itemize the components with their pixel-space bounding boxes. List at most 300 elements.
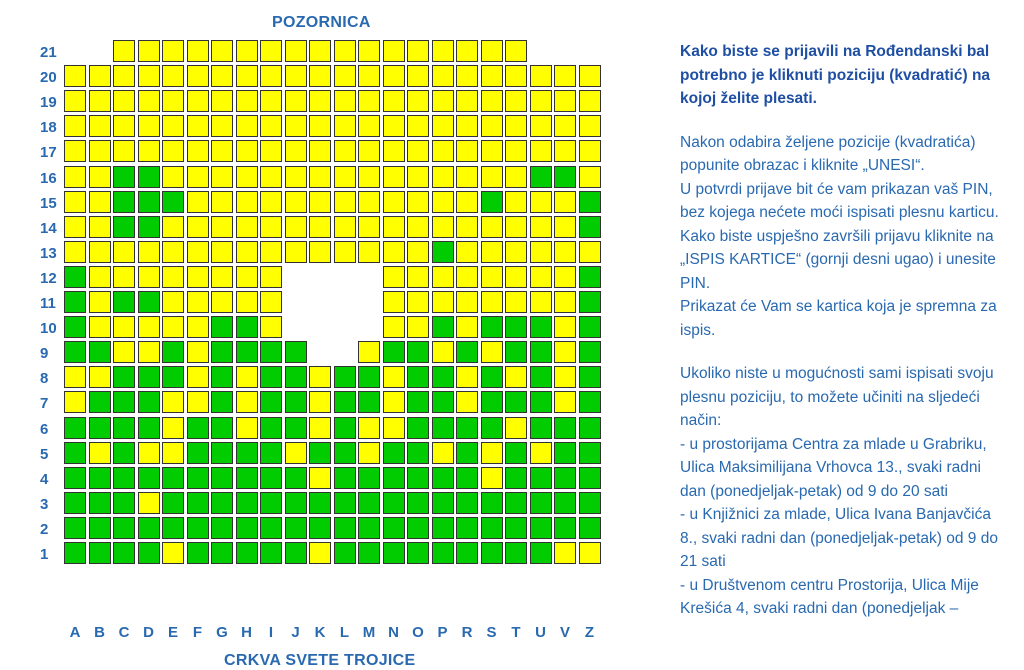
seat-J21-free[interactable] <box>285 40 307 62</box>
seat-M20-free[interactable] <box>358 65 380 87</box>
seat-P2-taken <box>432 517 454 539</box>
seat-N13-free[interactable] <box>383 241 405 263</box>
seat-P20-free[interactable] <box>432 65 454 87</box>
seat-R14-free[interactable] <box>456 216 478 238</box>
seat-S18-free[interactable] <box>481 115 503 137</box>
column-label-E: E <box>167 624 178 641</box>
seat-F11-free[interactable] <box>187 291 209 313</box>
seat-K20-free[interactable] <box>309 65 331 87</box>
seat-M6-free[interactable] <box>358 417 380 439</box>
seat-D10-free[interactable] <box>138 316 160 338</box>
seat-V12-free[interactable] <box>554 266 576 288</box>
seat-E10-free[interactable] <box>162 316 184 338</box>
seat-K1-free[interactable] <box>309 542 331 564</box>
seat-M19-free[interactable] <box>358 90 380 112</box>
seat-V18-free[interactable] <box>554 115 576 137</box>
seat-T8-free[interactable] <box>505 366 527 388</box>
seat-E19-free[interactable] <box>162 90 184 112</box>
seat-V5-taken <box>554 442 576 464</box>
seat-M14-free[interactable] <box>358 216 380 238</box>
seat-P12-free[interactable] <box>432 266 454 288</box>
seat-M3-taken <box>358 492 380 514</box>
seat-C9-free[interactable] <box>113 341 135 363</box>
seat-J6-taken <box>285 417 307 439</box>
seat-R17-free[interactable] <box>456 140 478 162</box>
seat-H16-free[interactable] <box>236 166 258 188</box>
seat-N19-free[interactable] <box>383 90 405 112</box>
seat-E16-free[interactable] <box>162 166 184 188</box>
seat-U13-free[interactable] <box>530 241 552 263</box>
seat-A17-free[interactable] <box>64 140 86 162</box>
seat-R7-free[interactable] <box>456 391 478 413</box>
seat-P14-free[interactable] <box>432 216 454 238</box>
seat-U19-free[interactable] <box>530 90 552 112</box>
seat-O10-free[interactable] <box>407 316 429 338</box>
seat-Z7-taken <box>579 391 601 413</box>
seat-C12-free[interactable] <box>113 266 135 288</box>
seat-F10-free[interactable] <box>187 316 209 338</box>
seat-S20-free[interactable] <box>481 65 503 87</box>
seat-O17-free[interactable] <box>407 140 429 162</box>
seat-F19-free[interactable] <box>187 90 209 112</box>
seat-N12-free[interactable] <box>383 266 405 288</box>
seat-S9-free[interactable] <box>481 341 503 363</box>
seat-B17-free[interactable] <box>89 140 111 162</box>
seat-N10-free[interactable] <box>383 316 405 338</box>
seat-U10-taken <box>530 316 552 338</box>
seat-K18-free[interactable] <box>309 115 331 137</box>
seat-R19-free[interactable] <box>456 90 478 112</box>
instructions-step-print: Kako biste uspješno završili prijavu kliknite na „ISPIS KARTICE“ (gornji desni ugao) i unesite PIN. <box>680 227 996 292</box>
seat-Z1-free[interactable] <box>579 542 601 564</box>
seat-I9-taken <box>260 341 282 363</box>
seat-U12-free[interactable] <box>530 266 552 288</box>
seat-N11-free[interactable] <box>383 291 405 313</box>
seat-P16-free[interactable] <box>432 166 454 188</box>
seat-E21-free[interactable] <box>162 40 184 62</box>
seat-S14-free[interactable] <box>481 216 503 238</box>
seat-H18-free[interactable] <box>236 115 258 137</box>
seat-O15-free[interactable] <box>407 191 429 213</box>
seat-H17-free[interactable] <box>236 140 258 162</box>
seat-J17-free[interactable] <box>285 140 307 162</box>
seat-O16-free[interactable] <box>407 166 429 188</box>
seat-R12-free[interactable] <box>456 266 478 288</box>
seat-A5-taken <box>64 442 86 464</box>
seat-M17-free[interactable] <box>358 140 380 162</box>
seat-L13-free[interactable] <box>334 241 356 263</box>
seat-B8-free[interactable] <box>89 366 111 388</box>
seat-U20-free[interactable] <box>530 65 552 87</box>
row-label-5: 5 <box>40 445 49 463</box>
seat-T12-free[interactable] <box>505 266 527 288</box>
seat-J16-free[interactable] <box>285 166 307 188</box>
seat-G12-free[interactable] <box>211 266 233 288</box>
seat-A8-free[interactable] <box>64 366 86 388</box>
seat-I11-free[interactable] <box>260 291 282 313</box>
seat-V17-free[interactable] <box>554 140 576 162</box>
column-label-H: H <box>241 624 252 641</box>
seat-S11-free[interactable] <box>481 291 503 313</box>
seat-O14-free[interactable] <box>407 216 429 238</box>
seat-E17-free[interactable] <box>162 140 184 162</box>
seat-Z20-free[interactable] <box>579 65 601 87</box>
seat-T5-taken <box>505 442 527 464</box>
seat-P15-free[interactable] <box>432 191 454 213</box>
seat-G18-free[interactable] <box>211 115 233 137</box>
seat-G19-free[interactable] <box>211 90 233 112</box>
seat-T13-free[interactable] <box>505 241 527 263</box>
seat-P19-free[interactable] <box>432 90 454 112</box>
seat-H7-free[interactable] <box>236 391 258 413</box>
seat-I17-free[interactable] <box>260 140 282 162</box>
seat-B1-taken <box>89 542 111 564</box>
seat-O7-taken <box>407 391 429 413</box>
seat-L16-free[interactable] <box>334 166 356 188</box>
seat-F7-free[interactable] <box>187 391 209 413</box>
seat-E5-free[interactable] <box>162 442 184 464</box>
seat-H13-free[interactable] <box>236 241 258 263</box>
seat-O12-free[interactable] <box>407 266 429 288</box>
seat-V15-free[interactable] <box>554 191 576 213</box>
seat-E18-free[interactable] <box>162 115 184 137</box>
seat-O11-free[interactable] <box>407 291 429 313</box>
seat-U14-free[interactable] <box>530 216 552 238</box>
seat-E13-free[interactable] <box>162 241 184 263</box>
seat-A16-free[interactable] <box>64 166 86 188</box>
seat-H5-taken <box>236 442 258 464</box>
seat-E6-free[interactable] <box>162 417 184 439</box>
seat-V19-free[interactable] <box>554 90 576 112</box>
seat-O19-free[interactable] <box>407 90 429 112</box>
seat-N21-free[interactable] <box>383 40 405 62</box>
seat-L20-free[interactable] <box>334 65 356 87</box>
seat-N17-free[interactable] <box>383 140 405 162</box>
seat-V7-free[interactable] <box>554 391 576 413</box>
seat-T17-free[interactable] <box>505 140 527 162</box>
seat-M18-free[interactable] <box>358 115 380 137</box>
seat-K14-free[interactable] <box>309 216 331 238</box>
seat-K4-free[interactable] <box>309 467 331 489</box>
seat-G15-free[interactable] <box>211 191 233 213</box>
seat-U18-free[interactable] <box>530 115 552 137</box>
seat-B15-free[interactable] <box>89 191 111 213</box>
seat-Z17-free[interactable] <box>579 140 601 162</box>
column-label-J: J <box>291 624 300 641</box>
seat-I10-free[interactable] <box>260 316 282 338</box>
seat-A7-free[interactable] <box>64 391 86 413</box>
seat-V14-free[interactable] <box>554 216 576 238</box>
seat-I21-free[interactable] <box>260 40 282 62</box>
seat-V8-free[interactable] <box>554 366 576 388</box>
seat-C10-free[interactable] <box>113 316 135 338</box>
seat-K8-free[interactable] <box>309 366 331 388</box>
seat-V16-taken <box>554 166 576 188</box>
seat-R16-free[interactable] <box>456 166 478 188</box>
seat-U17-free[interactable] <box>530 140 552 162</box>
seat-M16-free[interactable] <box>358 166 380 188</box>
seat-D19-free[interactable] <box>138 90 160 112</box>
seat-H15-free[interactable] <box>236 191 258 213</box>
seat-F20-free[interactable] <box>187 65 209 87</box>
seat-R18-free[interactable] <box>456 115 478 137</box>
seat-K6-free[interactable] <box>309 417 331 439</box>
seat-G2-taken <box>211 517 233 539</box>
seat-S4-free[interactable] <box>481 467 503 489</box>
seat-O18-free[interactable] <box>407 115 429 137</box>
seat-F18-free[interactable] <box>187 115 209 137</box>
seat-Z9-taken <box>579 341 601 363</box>
column-label-S: S <box>486 624 497 641</box>
seat-R11-free[interactable] <box>456 291 478 313</box>
seat-M4-taken <box>358 467 380 489</box>
row-label-17: 17 <box>40 144 57 162</box>
seat-F13-free[interactable] <box>187 241 209 263</box>
seat-N8-free[interactable] <box>383 366 405 388</box>
seat-S12-free[interactable] <box>481 266 503 288</box>
seat-G21-free[interactable] <box>211 40 233 62</box>
seat-E3-taken <box>162 492 184 514</box>
seat-J19-free[interactable] <box>285 90 307 112</box>
seat-O20-free[interactable] <box>407 65 429 87</box>
seat-D2-taken <box>138 517 160 539</box>
seat-P21-free[interactable] <box>432 40 454 62</box>
seat-B12-free[interactable] <box>89 266 111 288</box>
seat-I14-free[interactable] <box>260 216 282 238</box>
seat-S5-free[interactable] <box>481 442 503 464</box>
seat-K17-free[interactable] <box>309 140 331 162</box>
seat-P17-free[interactable] <box>432 140 454 162</box>
seat-G13-free[interactable] <box>211 241 233 263</box>
seat-U16-taken <box>530 166 552 188</box>
seat-A19-free[interactable] <box>64 90 86 112</box>
seat-V11-free[interactable] <box>554 291 576 313</box>
instructions-step-pin: U potvrdi prijave bit će vam prikazan vaš PIN, bez kojega nećete moći ispisati plesnu karticu. <box>680 180 999 221</box>
seat-L14-free[interactable] <box>334 216 356 238</box>
seat-A13-free[interactable] <box>64 241 86 263</box>
seat-H6-free[interactable] <box>236 417 258 439</box>
seat-D17-free[interactable] <box>138 140 160 162</box>
seat-C20-free[interactable] <box>113 65 135 87</box>
seat-D5-free[interactable] <box>138 442 160 464</box>
seat-V1-free[interactable] <box>554 542 576 564</box>
seat-I8-taken <box>260 366 282 388</box>
seat-I12-free[interactable] <box>260 266 282 288</box>
seat-C15-taken <box>113 191 135 213</box>
seat-U11-free[interactable] <box>530 291 552 313</box>
seat-H20-free[interactable] <box>236 65 258 87</box>
seat-D20-free[interactable] <box>138 65 160 87</box>
seat-V20-free[interactable] <box>554 65 576 87</box>
seat-T18-free[interactable] <box>505 115 527 137</box>
seat-I13-free[interactable] <box>260 241 282 263</box>
seat-G16-free[interactable] <box>211 166 233 188</box>
seat-E11-free[interactable] <box>162 291 184 313</box>
seat-T21-free[interactable] <box>505 40 527 62</box>
seat-K7-free[interactable] <box>309 391 331 413</box>
seat-P5-free[interactable] <box>432 442 454 464</box>
seat-R10-free[interactable] <box>456 316 478 338</box>
seat-B11-free[interactable] <box>89 291 111 313</box>
seat-E20-free[interactable] <box>162 65 184 87</box>
seat-H14-free[interactable] <box>236 216 258 238</box>
seat-P4-taken <box>432 467 454 489</box>
seat-E14-free[interactable] <box>162 216 184 238</box>
seat-C13-free[interactable] <box>113 241 135 263</box>
seat-V10-free[interactable] <box>554 316 576 338</box>
seat-G20-free[interactable] <box>211 65 233 87</box>
seat-K19-free[interactable] <box>309 90 331 112</box>
seat-D13-free[interactable] <box>138 241 160 263</box>
seat-V13-free[interactable] <box>554 241 576 263</box>
seat-U15-free[interactable] <box>530 191 552 213</box>
seat-P11-free[interactable] <box>432 291 454 313</box>
seat-N14-free[interactable] <box>383 216 405 238</box>
seat-D12-free[interactable] <box>138 266 160 288</box>
seat-N16-free[interactable] <box>383 166 405 188</box>
seat-R21-free[interactable] <box>456 40 478 62</box>
seat-L17-free[interactable] <box>334 140 356 162</box>
seat-N20-free[interactable] <box>383 65 405 87</box>
seat-F17-free[interactable] <box>187 140 209 162</box>
seat-B13-free[interactable] <box>89 241 111 263</box>
seat-Z19-free[interactable] <box>579 90 601 112</box>
seat-A4-taken <box>64 467 86 489</box>
seat-Z16-free[interactable] <box>579 166 601 188</box>
seat-F8-free[interactable] <box>187 366 209 388</box>
seat-N15-free[interactable] <box>383 191 405 213</box>
seat-B18-free[interactable] <box>89 115 111 137</box>
seat-R8-free[interactable] <box>456 366 478 388</box>
seat-I16-free[interactable] <box>260 166 282 188</box>
seat-B10-free[interactable] <box>89 316 111 338</box>
seat-E1-free[interactable] <box>162 542 184 564</box>
seat-M5-free[interactable] <box>358 442 380 464</box>
seat-M21-free[interactable] <box>358 40 380 62</box>
seat-T14-free[interactable] <box>505 216 527 238</box>
seat-A20-free[interactable] <box>64 65 86 87</box>
seat-E12-free[interactable] <box>162 266 184 288</box>
seat-S13-free[interactable] <box>481 241 503 263</box>
seat-H8-free[interactable] <box>236 366 258 388</box>
seat-P9-free[interactable] <box>432 341 454 363</box>
seat-H11-free[interactable] <box>236 291 258 313</box>
seat-D18-free[interactable] <box>138 115 160 137</box>
seat-B16-free[interactable] <box>89 166 111 188</box>
seat-M13-free[interactable] <box>358 241 380 263</box>
seat-T20-free[interactable] <box>505 65 527 87</box>
seat-A15-free[interactable] <box>64 191 86 213</box>
seat-O13-free[interactable] <box>407 241 429 263</box>
seat-F14-free[interactable] <box>187 216 209 238</box>
seat-J13-free[interactable] <box>285 241 307 263</box>
seat-B14-free[interactable] <box>89 216 111 238</box>
seat-E7-free[interactable] <box>162 391 184 413</box>
seat-T15-free[interactable] <box>505 191 527 213</box>
seat-N6-free[interactable] <box>383 417 405 439</box>
seat-U5-free[interactable] <box>530 442 552 464</box>
row-label-18: 18 <box>40 119 57 137</box>
seat-H21-free[interactable] <box>236 40 258 62</box>
seat-K21-free[interactable] <box>309 40 331 62</box>
seat-J14-free[interactable] <box>285 216 307 238</box>
seat-L18-free[interactable] <box>334 115 356 137</box>
seat-B5-free[interactable] <box>89 442 111 464</box>
seat-L15-free[interactable] <box>334 191 356 213</box>
seat-A18-free[interactable] <box>64 115 86 137</box>
seat-J20-free[interactable] <box>285 65 307 87</box>
seat-S17-free[interactable] <box>481 140 503 162</box>
seat-K13-free[interactable] <box>309 241 331 263</box>
seat-V9-free[interactable] <box>554 341 576 363</box>
seat-D21-free[interactable] <box>138 40 160 62</box>
seat-I20-free[interactable] <box>260 65 282 87</box>
seat-G11-free[interactable] <box>211 291 233 313</box>
seat-O21-free[interactable] <box>407 40 429 62</box>
seat-S21-free[interactable] <box>481 40 503 62</box>
seat-F12-free[interactable] <box>187 266 209 288</box>
seat-R15-free[interactable] <box>456 191 478 213</box>
seat-F21-free[interactable] <box>187 40 209 62</box>
seat-C17-free[interactable] <box>113 140 135 162</box>
seat-D9-free[interactable] <box>138 341 160 363</box>
seat-J18-free[interactable] <box>285 115 307 137</box>
seat-D3-free[interactable] <box>138 492 160 514</box>
seat-N18-free[interactable] <box>383 115 405 137</box>
seat-R20-free[interactable] <box>456 65 478 87</box>
seat-I18-free[interactable] <box>260 115 282 137</box>
seat-Z18-free[interactable] <box>579 115 601 137</box>
seat-T6-free[interactable] <box>505 417 527 439</box>
seat-R13-free[interactable] <box>456 241 478 263</box>
seat-B20-free[interactable] <box>89 65 111 87</box>
seat-S19-free[interactable] <box>481 90 503 112</box>
seat-I19-free[interactable] <box>260 90 282 112</box>
seat-F16-free[interactable] <box>187 166 209 188</box>
seat-B19-free[interactable] <box>89 90 111 112</box>
seat-P18-free[interactable] <box>432 115 454 137</box>
seat-L19-free[interactable] <box>334 90 356 112</box>
seat-F9-free[interactable] <box>187 341 209 363</box>
seat-Z12-taken <box>579 266 601 288</box>
seat-Z13-free[interactable] <box>579 241 601 263</box>
seat-M9-free[interactable] <box>358 341 380 363</box>
seat-J5-free[interactable] <box>285 442 307 464</box>
seat-M15-free[interactable] <box>358 191 380 213</box>
seat-C21-free[interactable] <box>113 40 135 62</box>
seat-H12-free[interactable] <box>236 266 258 288</box>
seat-L21-free[interactable] <box>334 40 356 62</box>
seat-G17-free[interactable] <box>211 140 233 162</box>
seat-J15-free[interactable] <box>285 191 307 213</box>
seat-F15-free[interactable] <box>187 191 209 213</box>
seat-T19-free[interactable] <box>505 90 527 112</box>
seat-T7-taken <box>505 391 527 413</box>
seat-F3-taken <box>187 492 209 514</box>
seat-A14-free[interactable] <box>64 216 86 238</box>
seat-T11-free[interactable] <box>505 291 527 313</box>
seat-I15-free[interactable] <box>260 191 282 213</box>
seat-K15-free[interactable] <box>309 191 331 213</box>
seat-S16-free[interactable] <box>481 166 503 188</box>
seat-N7-free[interactable] <box>383 391 405 413</box>
seat-C18-free[interactable] <box>113 115 135 137</box>
seat-C19-free[interactable] <box>113 90 135 112</box>
seat-T16-free[interactable] <box>505 166 527 188</box>
seat-H19-free[interactable] <box>236 90 258 112</box>
seat-G14-free[interactable] <box>211 216 233 238</box>
seat-K16-free[interactable] <box>309 166 331 188</box>
